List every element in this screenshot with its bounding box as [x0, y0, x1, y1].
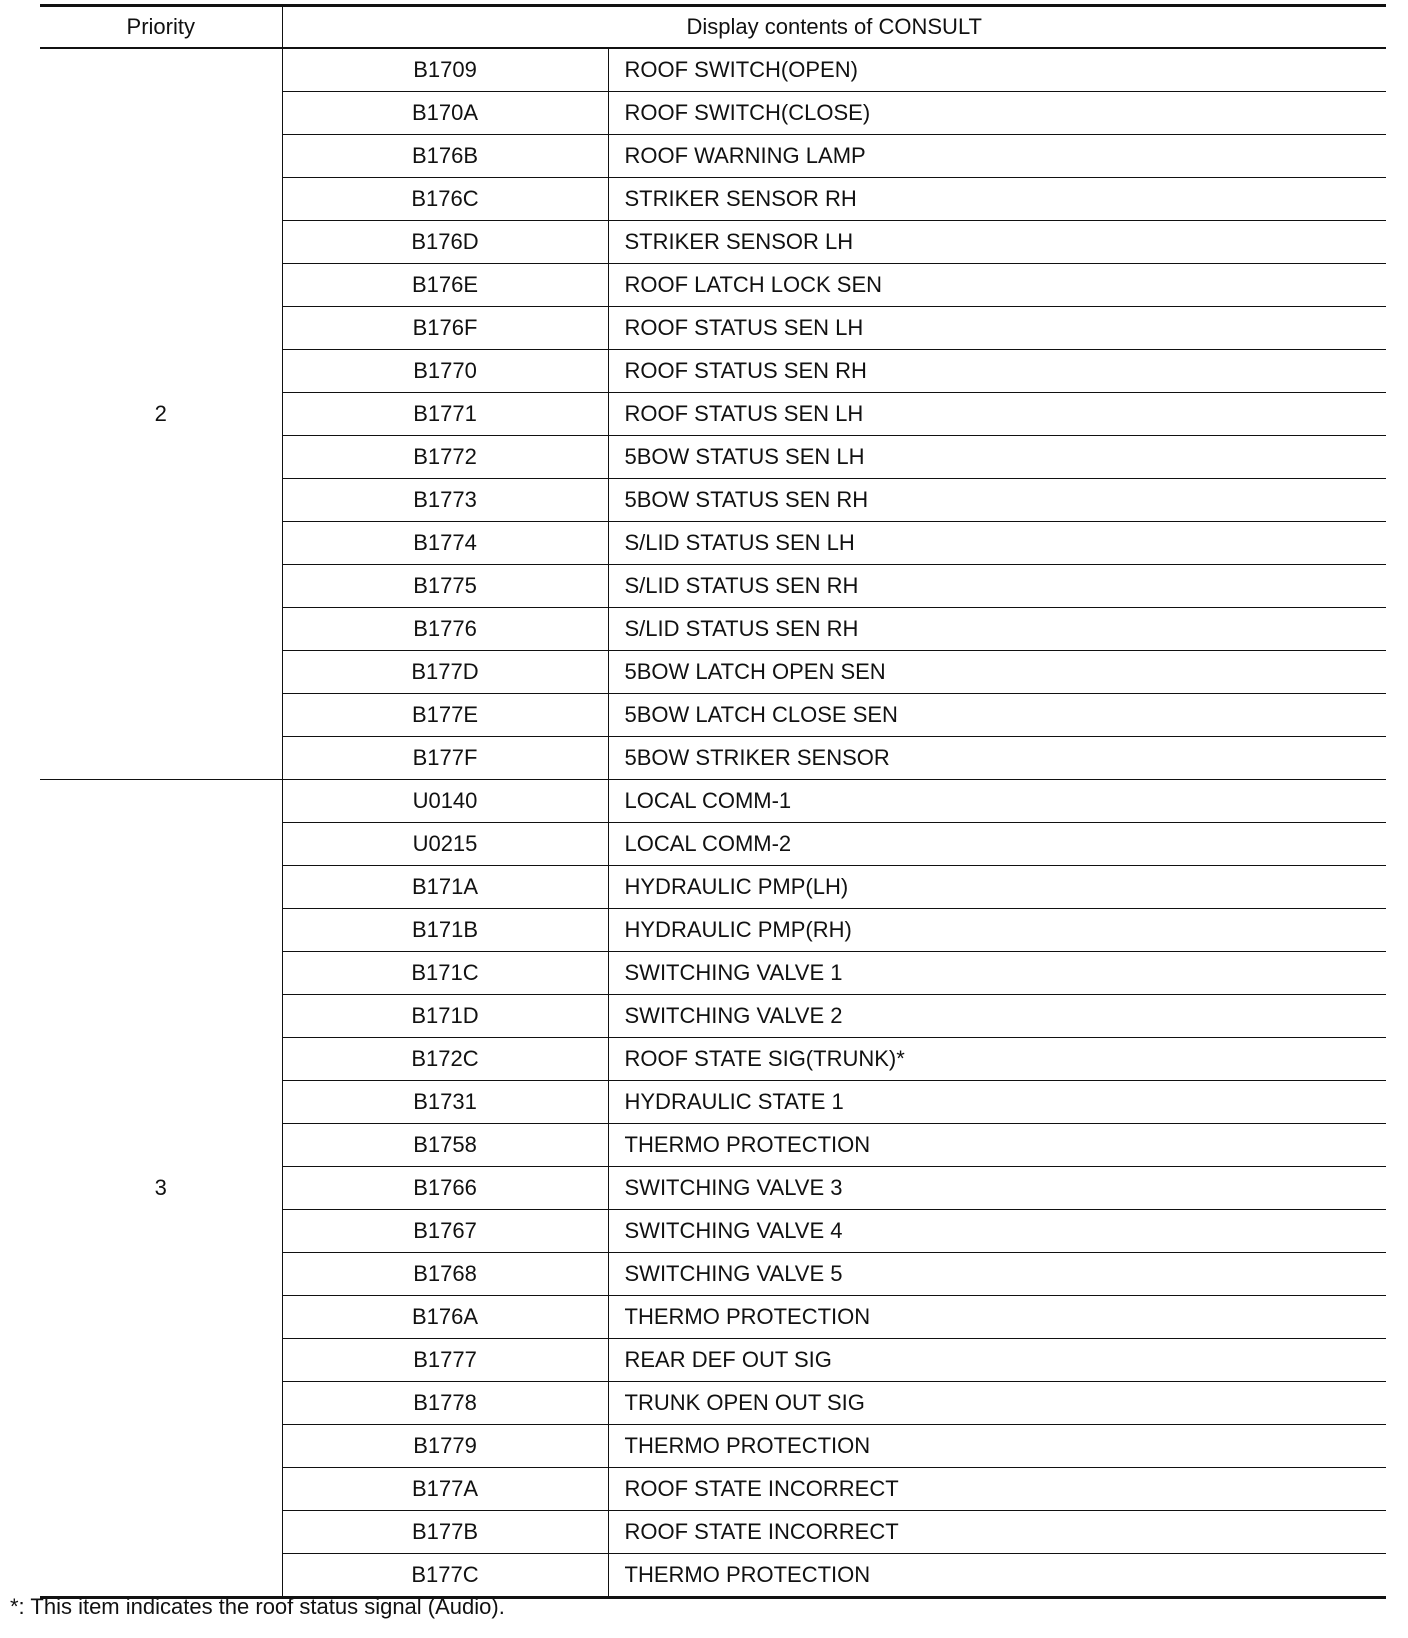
display-contents-cell: ROOF STATUS SEN LH — [608, 307, 1386, 350]
display-contents-cell: 5BOW STATUS SEN LH — [608, 436, 1386, 479]
display-contents-cell: 5BOW LATCH CLOSE SEN — [608, 694, 1386, 737]
dtc-code-cell: B170A — [282, 92, 608, 135]
dtc-code-cell: B1768 — [282, 1253, 608, 1296]
display-contents-cell: ROOF STATUS SEN RH — [608, 350, 1386, 393]
display-contents-cell: STRIKER SENSOR LH — [608, 221, 1386, 264]
table-row — [40, 780, 1386, 823]
dtc-code-cell: B176E — [282, 264, 608, 307]
dtc-code-cell: B176F — [282, 307, 608, 350]
dtc-code-cell: B1774 — [282, 522, 608, 565]
dtc-code-cell: B1779 — [282, 1425, 608, 1468]
display-contents-cell: S/LID STATUS SEN LH — [608, 522, 1386, 565]
table-body — [40, 48, 1386, 1598]
dtc-code-cell: B1778 — [282, 1382, 608, 1425]
display-contents-cell: THERMO PROTECTION — [608, 1554, 1386, 1598]
dtc-code-cell: B176B — [282, 135, 608, 178]
dtc-code-cell: B171D — [282, 995, 608, 1038]
display-contents-column-header: Display contents of CONSULT — [282, 6, 1386, 49]
display-contents-cell: LOCAL COMM-2 — [608, 823, 1386, 866]
dtc-code-cell: B171A — [282, 866, 608, 909]
display-contents-cell: STRIKER SENSOR RH — [608, 178, 1386, 221]
dtc-code-cell: B1766 — [282, 1167, 608, 1210]
dtc-code-cell: B1771 — [282, 393, 608, 436]
display-contents-cell: 5BOW STRIKER SENSOR — [608, 737, 1386, 780]
display-contents-cell: SWITCHING VALVE 2 — [608, 995, 1386, 1038]
priority-cell: 2 — [40, 48, 282, 780]
display-contents-cell: ROOF STATE INCORRECT — [608, 1511, 1386, 1554]
dtc-code-cell: B176D — [282, 221, 608, 264]
display-contents-cell: TRUNK OPEN OUT SIG — [608, 1382, 1386, 1425]
display-contents-cell: ROOF STATE SIG(TRUNK)* — [608, 1038, 1386, 1081]
dtc-code-cell: U0215 — [282, 823, 608, 866]
display-contents-cell: 5BOW STATUS SEN RH — [608, 479, 1386, 522]
dtc-code-cell: B1777 — [282, 1339, 608, 1382]
dtc-code-cell: B1709 — [282, 48, 608, 92]
display-contents-cell: S/LID STATUS SEN RH — [608, 565, 1386, 608]
display-contents-cell: ROOF LATCH LOCK SEN — [608, 264, 1386, 307]
display-contents-cell: THERMO PROTECTION — [608, 1124, 1386, 1167]
dtc-code-cell: B1758 — [282, 1124, 608, 1167]
dtc-code-cell: B1773 — [282, 479, 608, 522]
display-contents-cell: HYDRAULIC STATE 1 — [608, 1081, 1386, 1124]
dtc-code-cell: B176A — [282, 1296, 608, 1339]
display-contents-cell: 5BOW LATCH OPEN SEN — [608, 651, 1386, 694]
display-contents-cell: ROOF SWITCH(OPEN) — [624, 57, 858, 82]
display-contents-cell: S/LID STATUS SEN RH — [608, 608, 1386, 651]
dtc-priority-document — [40, 4, 1386, 1599]
display-contents-cell: ROOF STATE INCORRECT — [608, 1468, 1386, 1511]
table-row — [40, 48, 1386, 92]
display-contents-cell: ROOF SWITCH(CLOSE) — [608, 92, 1386, 135]
dtc-code-cell: B1776 — [282, 608, 608, 651]
display-contents-cell: ROOF WARNING LAMP — [608, 135, 1386, 178]
display-contents-cell: SWITCHING VALVE 3 — [608, 1167, 1386, 1210]
dtc-code-cell: B176C — [282, 178, 608, 221]
dtc-code-cell: B1772 — [282, 436, 608, 479]
dtc-code-cell: B177E — [282, 694, 608, 737]
priority-cell: 3 — [40, 780, 282, 1598]
display-contents-cell: ROOF STATUS SEN LH — [608, 393, 1386, 436]
dtc-code-cell: B172C — [282, 1038, 608, 1081]
dtc-code-cell: B1767 — [282, 1210, 608, 1253]
display-contents-cell: THERMO PROTECTION — [608, 1296, 1386, 1339]
table-header-row — [40, 6, 1386, 49]
dtc-code-cell: B1775 — [282, 565, 608, 608]
dtc-code-cell: B171C — [282, 952, 608, 995]
dtc-code-cell: B171B — [282, 909, 608, 952]
display-contents-cell: THERMO PROTECTION — [608, 1425, 1386, 1468]
display-contents-cell: HYDRAULIC PMP(LH) — [608, 866, 1386, 909]
dtc-code-cell: B177A — [282, 1468, 608, 1511]
footnote: *: This item indicates the roof status signal (Audio). — [10, 1594, 505, 1619]
display-contents-cell: SWITCHING VALVE 5 — [608, 1253, 1386, 1296]
priority-column-header: Priority — [40, 6, 282, 49]
display-contents-cell: HYDRAULIC PMP(RH) — [608, 909, 1386, 952]
dtc-code-cell: B177D — [282, 651, 608, 694]
dtc-code-cell: B1731 — [282, 1081, 608, 1124]
dtc-code-cell: U0140 — [282, 780, 608, 823]
dtc-code-cell: B177F — [282, 737, 608, 780]
display-contents-cell: LOCAL COMM-1 — [608, 780, 1386, 823]
dtc-code-cell: B177B — [282, 1511, 608, 1554]
display-contents-cell: SWITCHING VALVE 1 — [608, 952, 1386, 995]
display-contents-cell: REAR DEF OUT SIG — [608, 1339, 1386, 1382]
dtc-code-cell: B1770 — [282, 350, 608, 393]
display-contents-cell: SWITCHING VALVE 4 — [608, 1210, 1386, 1253]
dtc-code-cell: B177C — [282, 1554, 608, 1598]
dtc-priority-table — [40, 4, 1386, 1599]
